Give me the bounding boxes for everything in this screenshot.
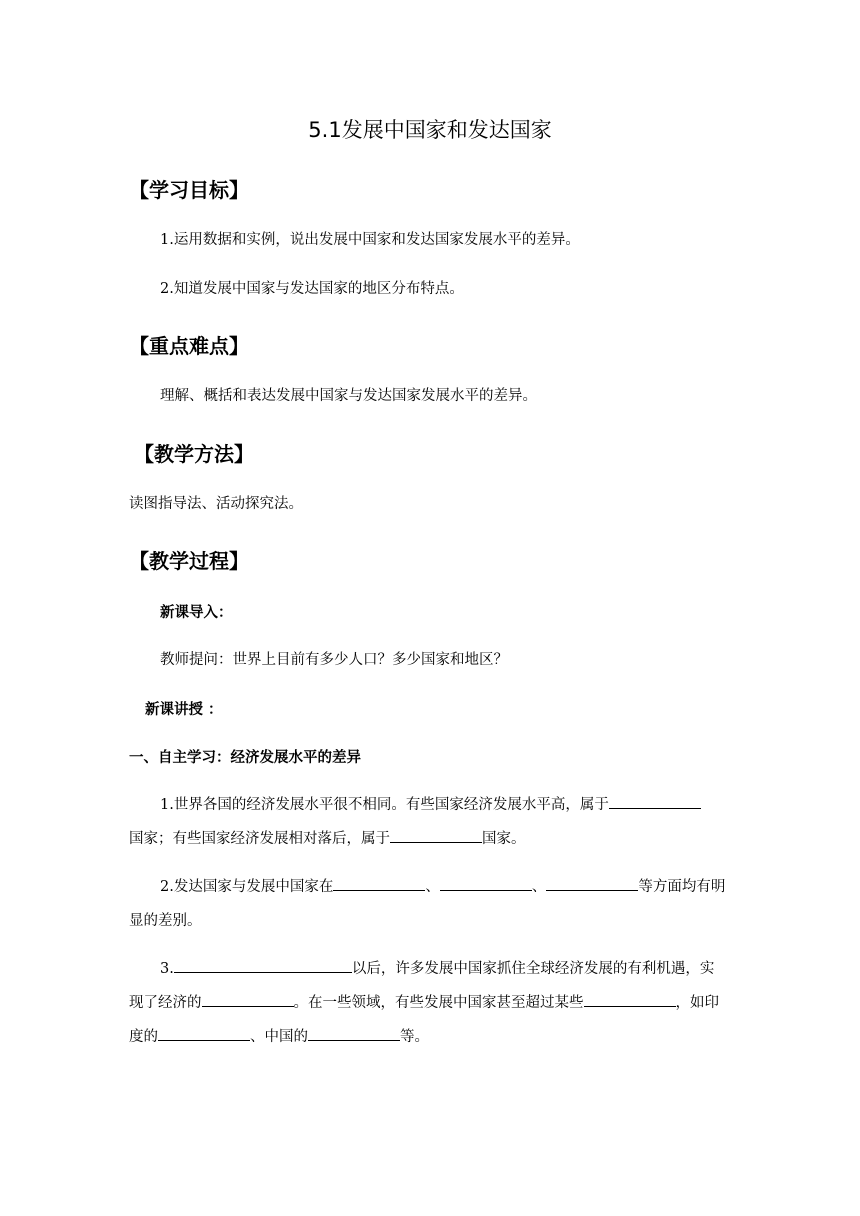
key-points-heading: 【重点难点】 [129,334,249,358]
methods-heading: 【教学方法】 [134,442,254,466]
question-text: 、中国的 [250,1029,308,1045]
question-text: 国家。 [482,831,526,847]
answer-blank[interactable] [440,876,532,891]
question-text: 等方面均有明 [638,879,726,895]
question-3-line-3 [129,1026,429,1048]
separator: 、 [531,879,547,895]
process-heading: 【教学过程】 [129,549,249,573]
answer-blank[interactable] [609,794,701,809]
key-points-text: 理解、概括和表达发展中国家与发达国家发展水平的差异。 [160,388,537,404]
separator: 、 [425,879,440,895]
objectives-heading: 【学习目标】 [129,178,249,202]
intro-label: 新课导入： [160,605,233,621]
question-text: 等。 [400,1029,429,1045]
objective-1: 1.运用数据和实例，说出发展中国家和发达国家发展水平的差异。 [160,232,580,248]
page-title: 5.1发展中国家和发达国家 [308,118,552,142]
intro-question: 教师提问：世界上目前有多少人口？多少国家和地区？ [160,652,508,668]
question-3-line-2 [129,992,719,1014]
question-text: 1.世界各国的经济发展水平很不相同。有些国家经济发展水平高，属于 [160,797,609,813]
part1-heading: 一、自主学习：经济发展水平的差异 [129,750,361,766]
question-2-line-1 [160,876,725,898]
question-text: 2.发达国家与发展中国家在 [160,879,334,895]
answer-blank[interactable] [333,876,425,891]
question-text: ，如印 [675,995,719,1011]
question-1-line-2 [129,828,526,850]
answer-blank[interactable] [158,1026,250,1041]
question-3-line-1 [160,958,714,980]
answer-blank[interactable] [202,992,294,1007]
question-text: 国家；有些国家经济发展相对落后，属于 [129,831,390,847]
answer-blank[interactable] [546,876,638,891]
lecture-label: 新课讲授 ： [145,702,223,718]
answer-blank[interactable] [584,992,676,1007]
question-text: 现了经济的 [129,995,202,1011]
question-2-line-2: 显的差别。 [129,913,202,929]
objective-2: 2.知道发展中国家与发达国家的地区分布特点。 [160,281,464,297]
question-text: 3. [160,961,174,977]
question-text: 。在一些领域，有些发展中国家甚至超过某些 [293,995,584,1011]
answer-blank[interactable] [308,1026,400,1041]
methods-text: 读图指导法、活动探究法。 [129,496,303,512]
question-text: 以后，许多发展中国家抓住全球经济发展的有利机遇，实 [351,961,715,977]
question-1-line-1 [160,794,701,816]
answer-blank[interactable] [174,958,352,973]
question-text: 度的 [129,1029,158,1045]
answer-blank[interactable] [390,828,482,843]
